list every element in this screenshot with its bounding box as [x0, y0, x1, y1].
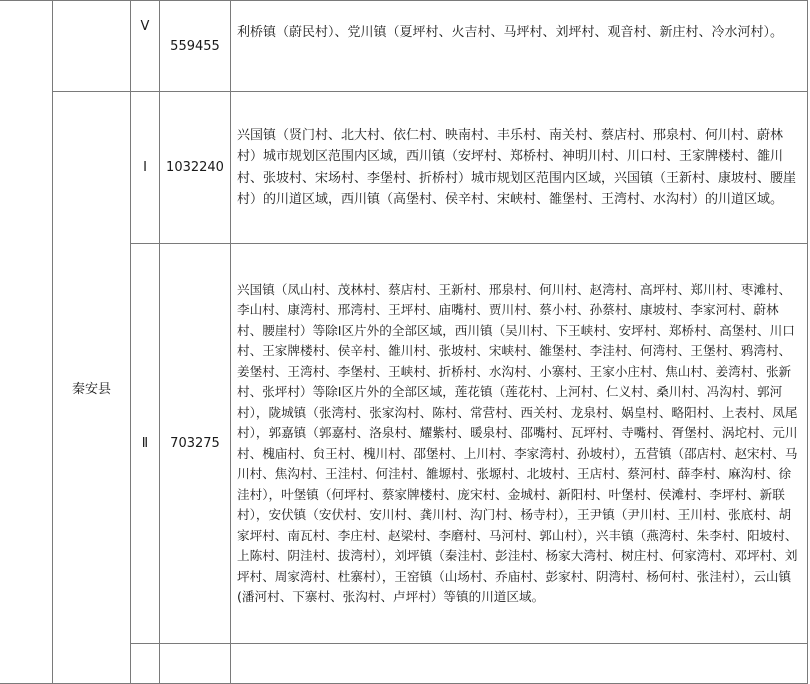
- county-cell: [53, 92, 131, 684]
- price-value: 703275: [170, 436, 220, 451]
- county-name: 秦安县: [71, 382, 111, 397]
- zone-cell: [131, 244, 160, 644]
- price-value: 1032240: [166, 160, 224, 175]
- county-cell-top: [53, 1, 131, 92]
- price-value: 559455: [170, 38, 220, 54]
- area-cell: [231, 1, 808, 92]
- price-cell: [160, 244, 231, 644]
- left-column-cell: [0, 1, 53, 684]
- area-text: 兴国镇（凤山村、茂林村、蔡店村、王新村、邢泉村、何川村、赵湾村、高坪村、郑川村、枣滩村、李山村、康湾村、邢湾村、王坪村、庙嘴村、贾川村、蔡小村、孙蔡村、康坡村、李家河村、蔚林村、腰崖村）等除Ⅰ区片外的全部区域，西川镇（吴川村、下王峡村、安坪村、郑桥村、高堡村、川口村、王家牌楼村、侯辛村、雒川村、张坡村、宋峡村、雒堡村、李洼村、何湾村、王堡村、鸦湾村、姜堡村、王湾村、李堡村、王峡村、折桥村、水沟村、小寨村、王家小庄村、焦山村、姜湾村、张新村、张坪村）等除Ⅰ区片外的全部区域，莲花镇（莲花村、上河村、仁义村、桑川村、冯沟村、郭河村），陇城镇（张湾村、张家沟村、陈村、常营村、西关村、龙泉村、娲皇村、略阳村、上表村、凤尾村），郭嘉镇（郭嘉村、洛泉村、耀紫村、暖泉村、邵嘴村、瓦坪村、寺嘴村、胥堡村、涡坨村、元川村、槐庙村、贠王村、槐川村、邵堡村、上川村、李家湾村、孙坡村），五营镇（邵店村、赵宋村、马川村、焦沟村、王洼村、何洼村、雒塬村、张塬村、北坡村、王店村、蔡河村、薛李村、麻沟村、徐洼村），叶堡镇（何坪村、蔡家牌楼村、庞宋村、金城村、新阳村、叶堡村、侯滩村、李坪村、新联村），安伏镇（安伏村、安川村、龚川村、沟门村、杨寺村），王尹镇（尹川村、王川村、张底村、胡家坪村、南瓦村、李庄村、赵梁村、李磨村、马河村、郭山村），兴丰镇（燕湾村、朱李村、阳坡村、上陈村、阴洼村、拔湾村），刘坪镇（秦洼村、彭洼村、杨家大湾村、树庄村、何家湾村、邓坪村、刘坪村、周家湾村、杜寨村），王窑镇（山场村、乔庙村、彭家村、阴湾村、杨何村、张洼村），云山镇(潘河村、下寨村、张沟村、卢坪村）等镇的川道区域。: [237, 281, 798, 604]
- price-cell: [160, 92, 231, 244]
- zone-label: Ⅰ: [143, 160, 147, 175]
- zone-cell: [131, 1, 160, 92]
- area-cell-partial: [231, 644, 808, 684]
- table-row: [0, 1, 808, 92]
- price-cell: [160, 1, 231, 92]
- price-cell-partial: [160, 644, 231, 684]
- area-cell: [231, 92, 808, 244]
- zone-label: Ⅱ: [141, 436, 149, 451]
- zone-label: Ⅴ: [140, 19, 150, 34]
- table-row: [0, 92, 808, 244]
- area-text: 利桥镇（蔚民村）、党川镇（夏坪村、火吉村、马坪村、刘坪村、观音村、新庄村、冷水河村）。: [237, 25, 784, 40]
- area-cell: [231, 244, 808, 644]
- zone-cell-partial: [131, 644, 160, 684]
- area-text: 兴国镇（贤门村、北大村、依仁村、映南村、丰乐村、南关村、蔡店村、邢泉村、何川村、蔚林村）城市规划区范围内区域，西川镇（安坪村、郑桥村、神明川村、川口村、王家牌楼村、雒川村、张坡村、宋场村、李堡村、折桥村）城市规划区范围内区域，兴国镇（王新村、康坡村、腰崖村）的川道区域，西川镇（高堡村、侯辛村、宋峡村、雒堡村、王湾村、水沟村）的川道区域。: [237, 127, 797, 207]
- zone-cell: [131, 92, 160, 244]
